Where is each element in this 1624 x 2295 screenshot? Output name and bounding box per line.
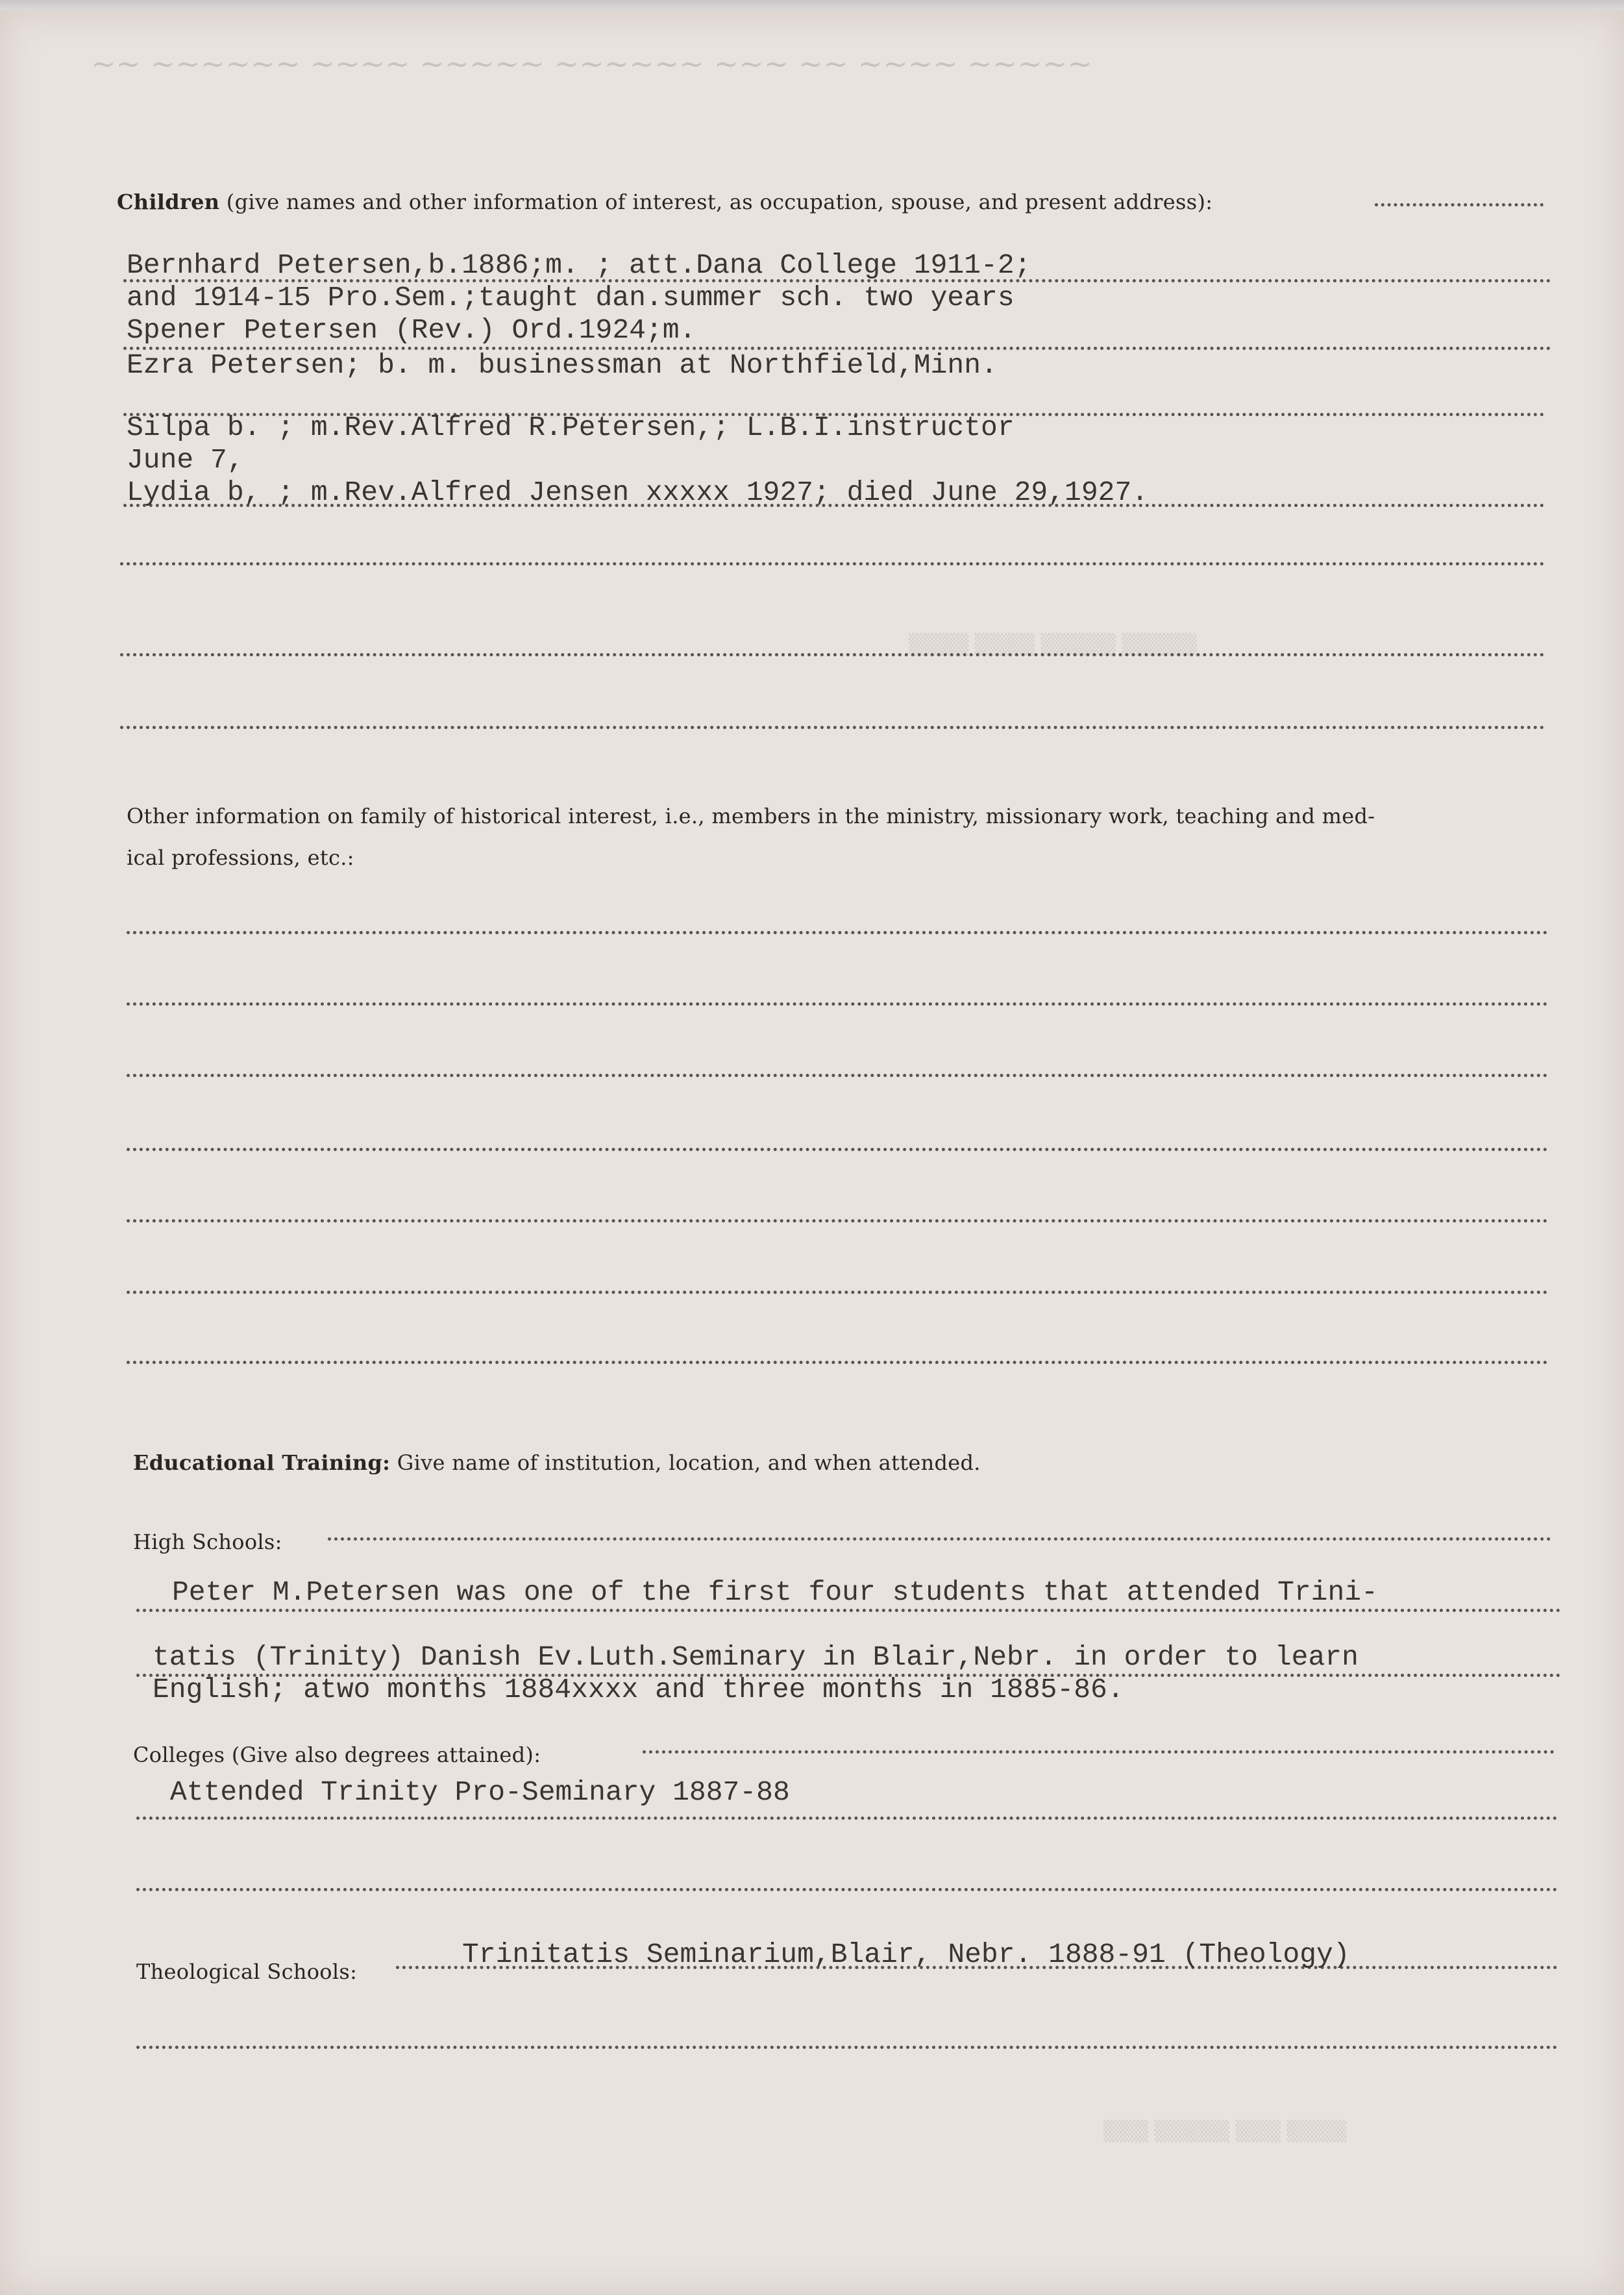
other-info-heading: Other information on family of historical interest, i.e., members in the ministry, missionary work, teaching and med- bbox=[127, 804, 1375, 828]
child-line-1: Bernhard Petersen,b.1886;m. ; att.Dana College 1911-2; bbox=[127, 249, 1031, 281]
colleges-leader-dots bbox=[643, 1750, 1555, 1754]
child-line-5: Lydia b, ; m.Rev.Alfred Jensen xxxxx 1927; died June 29,1927. bbox=[127, 477, 1149, 508]
entry-line bbox=[136, 2046, 1558, 2049]
entry-line bbox=[127, 1361, 1548, 1364]
high-schools-line-3: English; atwo months 1884xxxx and three months in 1885-86. bbox=[153, 1674, 1124, 1706]
other-info-heading-cont: ical professions, etc.: bbox=[127, 845, 354, 870]
entry-line bbox=[136, 1674, 1561, 1677]
form-page bbox=[0, 10, 1624, 2295]
child-line-3: Ezra Petersen; b. m. businessman at Northfield,Minn. bbox=[127, 349, 998, 381]
children-leader-dots bbox=[1375, 203, 1544, 206]
colleges-line: Attended Trinity Pro-Seminary 1887-88 bbox=[170, 1776, 790, 1808]
child-line-5-date: June 7, bbox=[127, 444, 244, 476]
entry-line bbox=[127, 1074, 1548, 1077]
entry-line bbox=[120, 562, 1545, 565]
page-top-edge bbox=[0, 0, 1624, 10]
entry-line bbox=[127, 1291, 1548, 1294]
entry-line bbox=[127, 1219, 1548, 1222]
faint-handwriting: ~~ ~~~~~~ ~~~~ ~~~~~ ~~~~~~ ~~~ ~~ ~~~~ ~~~~~ bbox=[91, 46, 1093, 81]
bleed-through: ▒▒▒▒ ▒▒▒▒ ▒▒▒▒▒ ▒▒▒▒▒ bbox=[909, 634, 1197, 656]
entry-line bbox=[136, 1888, 1558, 1891]
high-schools-line-1: Peter M.Petersen was one of the first four students that attended Trini- bbox=[172, 1576, 1378, 1608]
theological-schools-label: Theological Schools: bbox=[136, 1959, 358, 1984]
education-heading: Educational Training: Give name of institution, location, and when attended. bbox=[133, 1450, 981, 1475]
entry-line bbox=[127, 931, 1548, 934]
entry-line bbox=[120, 726, 1545, 729]
high-schools-leader-dots bbox=[328, 1537, 1551, 1541]
high-schools-label: High Schools: bbox=[133, 1530, 282, 1554]
colleges-label: Colleges (Give also degrees attained): bbox=[133, 1743, 541, 1767]
entry-line bbox=[127, 1148, 1548, 1151]
entry-line bbox=[127, 1002, 1548, 1006]
high-schools-line-2: tatis (Trinity) Danish Ev.Luth.Seminary in Blair,Nebr. in order to learn bbox=[153, 1641, 1359, 1673]
bleed-through: ▒▒▒ ▒▒▒▒▒ ▒▒▒ ▒▒▒▒ bbox=[1103, 2120, 1347, 2143]
entry-line bbox=[136, 1609, 1561, 1612]
children-heading: Children (give names and other information of interest, as occupation, spouse, and present address): bbox=[117, 190, 1213, 214]
entry-line bbox=[120, 653, 1545, 656]
child-line-2: Spener Petersen (Rev.) Ord.1924;m. bbox=[127, 314, 696, 346]
child-line-1-cont: and 1914-15 Pro.Sem.;taught dan.summer sch. two years bbox=[127, 282, 1015, 314]
child-line-4: Silpa b. ; m.Rev.Alfred R.Petersen,; L.B.I.instructor bbox=[127, 412, 1015, 443]
theological-schools-line: Trinitatis Seminarium,Blair, Nebr. 1888-91 (Theology) bbox=[462, 1939, 1350, 1970]
entry-line bbox=[136, 1817, 1558, 1820]
